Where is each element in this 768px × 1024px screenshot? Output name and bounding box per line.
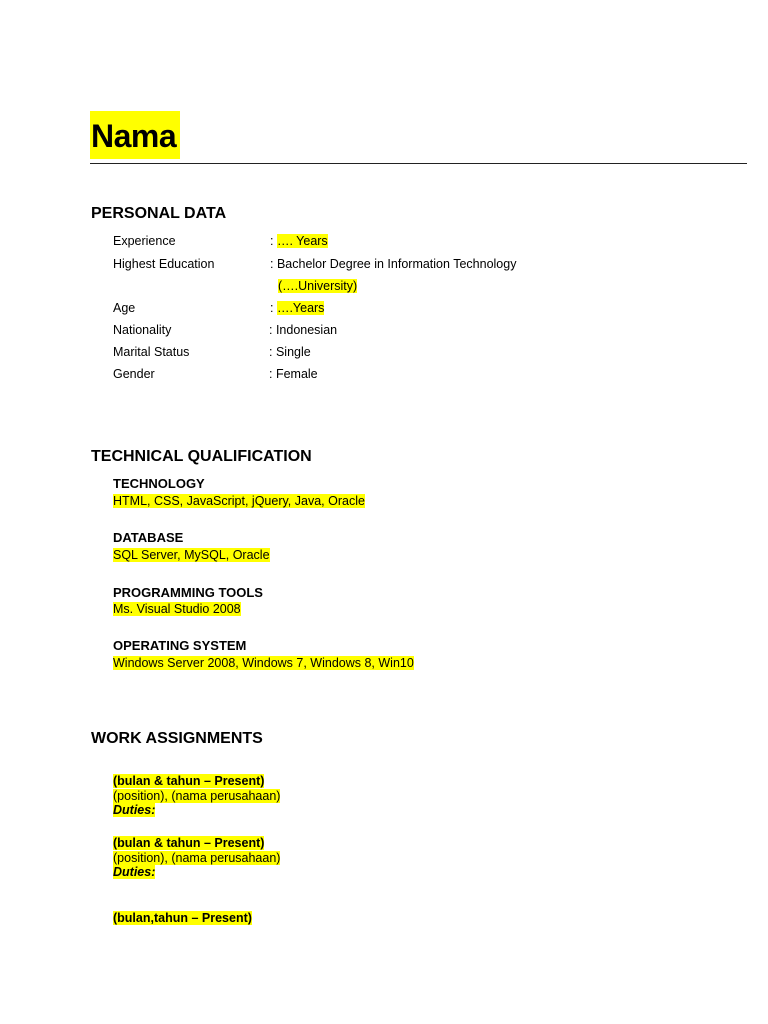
age-label: Age [113, 301, 136, 315]
work-entry-1-duties [113, 803, 155, 817]
personal-data-heading: PERSONAL DATA [91, 205, 227, 222]
programming-tools-text: Ms. Visual Studio 2008 [113, 602, 241, 616]
education-text: Bachelor Degree in Information Technology [276, 257, 517, 271]
age-text: ….Years [276, 301, 325, 315]
gender-separator: : [269, 367, 276, 381]
work-entry-1-duties-text: Duties: [113, 803, 156, 817]
work-entry-2-duties-text: Duties: [113, 865, 156, 879]
work-entry-2-position [113, 851, 280, 865]
work-entry-2-period [113, 836, 264, 850]
work-entry-1-period [113, 774, 264, 788]
nationality-separator: : [269, 323, 276, 337]
university-value [278, 279, 357, 294]
gender-value [269, 367, 318, 382]
experience-text: …. Years [276, 234, 328, 248]
operating-system-text: Windows Server 2008, Windows 7, Windows 8, Win10 [113, 656, 414, 670]
work-entry-1-position [113, 789, 280, 803]
nationality-value [269, 323, 337, 338]
education-value [270, 257, 516, 272]
database-value [113, 548, 270, 563]
university-text: (….University) [278, 279, 358, 293]
title-divider [90, 163, 747, 164]
education-separator: : [270, 257, 277, 271]
work-assignments-heading: WORK ASSIGNMENTS [91, 730, 263, 747]
technical-qualification-heading: TECHNICAL QUALIFICATION [91, 448, 312, 465]
work-entry-2-duties [113, 865, 155, 879]
resume-name-title: Nama [90, 111, 180, 159]
work-entry-1-period-text: (bulan & tahun – Present) [113, 774, 265, 788]
nationality-text: Indonesian [275, 323, 338, 337]
programming-tools-heading: PROGRAMMING TOOLS [113, 585, 263, 600]
database-heading: DATABASE [113, 530, 184, 545]
experience-separator: : [270, 234, 277, 248]
education-label: Highest Education [113, 257, 215, 271]
gender-label: Gender [113, 367, 155, 381]
work-entry-2-position-text: (position), (nama perusahaan) [113, 851, 281, 865]
work-entry-3-period-text: (bulan,tahun – Present) [113, 911, 252, 925]
operating-system-heading: OPERATING SYSTEM [113, 638, 247, 653]
age-value [270, 301, 324, 316]
technology-heading: TECHNOLOGY [113, 476, 205, 491]
marital-status-label: Marital Status [113, 345, 190, 359]
technology-text: HTML, CSS, JavaScript, jQuery, Java, Oracle [113, 494, 365, 508]
database-text: SQL Server, MySQL, Oracle [113, 548, 270, 562]
marital-status-text: Single [275, 345, 311, 359]
marital-status-separator: : [269, 345, 276, 359]
experience-value [270, 234, 328, 249]
gender-text: Female [275, 367, 318, 381]
experience-label: Experience [113, 234, 176, 248]
technology-value [113, 494, 365, 509]
operating-system-value [113, 656, 414, 671]
work-entry-2-period-text: (bulan & tahun – Present) [113, 836, 265, 850]
programming-tools-value [113, 602, 241, 617]
work-entry-3-period [113, 911, 252, 925]
work-entry-1-position-text: (position), (nama perusahaan) [113, 789, 281, 803]
marital-status-value [269, 345, 311, 360]
age-separator: : [270, 301, 277, 315]
nationality-label: Nationality [113, 323, 172, 337]
